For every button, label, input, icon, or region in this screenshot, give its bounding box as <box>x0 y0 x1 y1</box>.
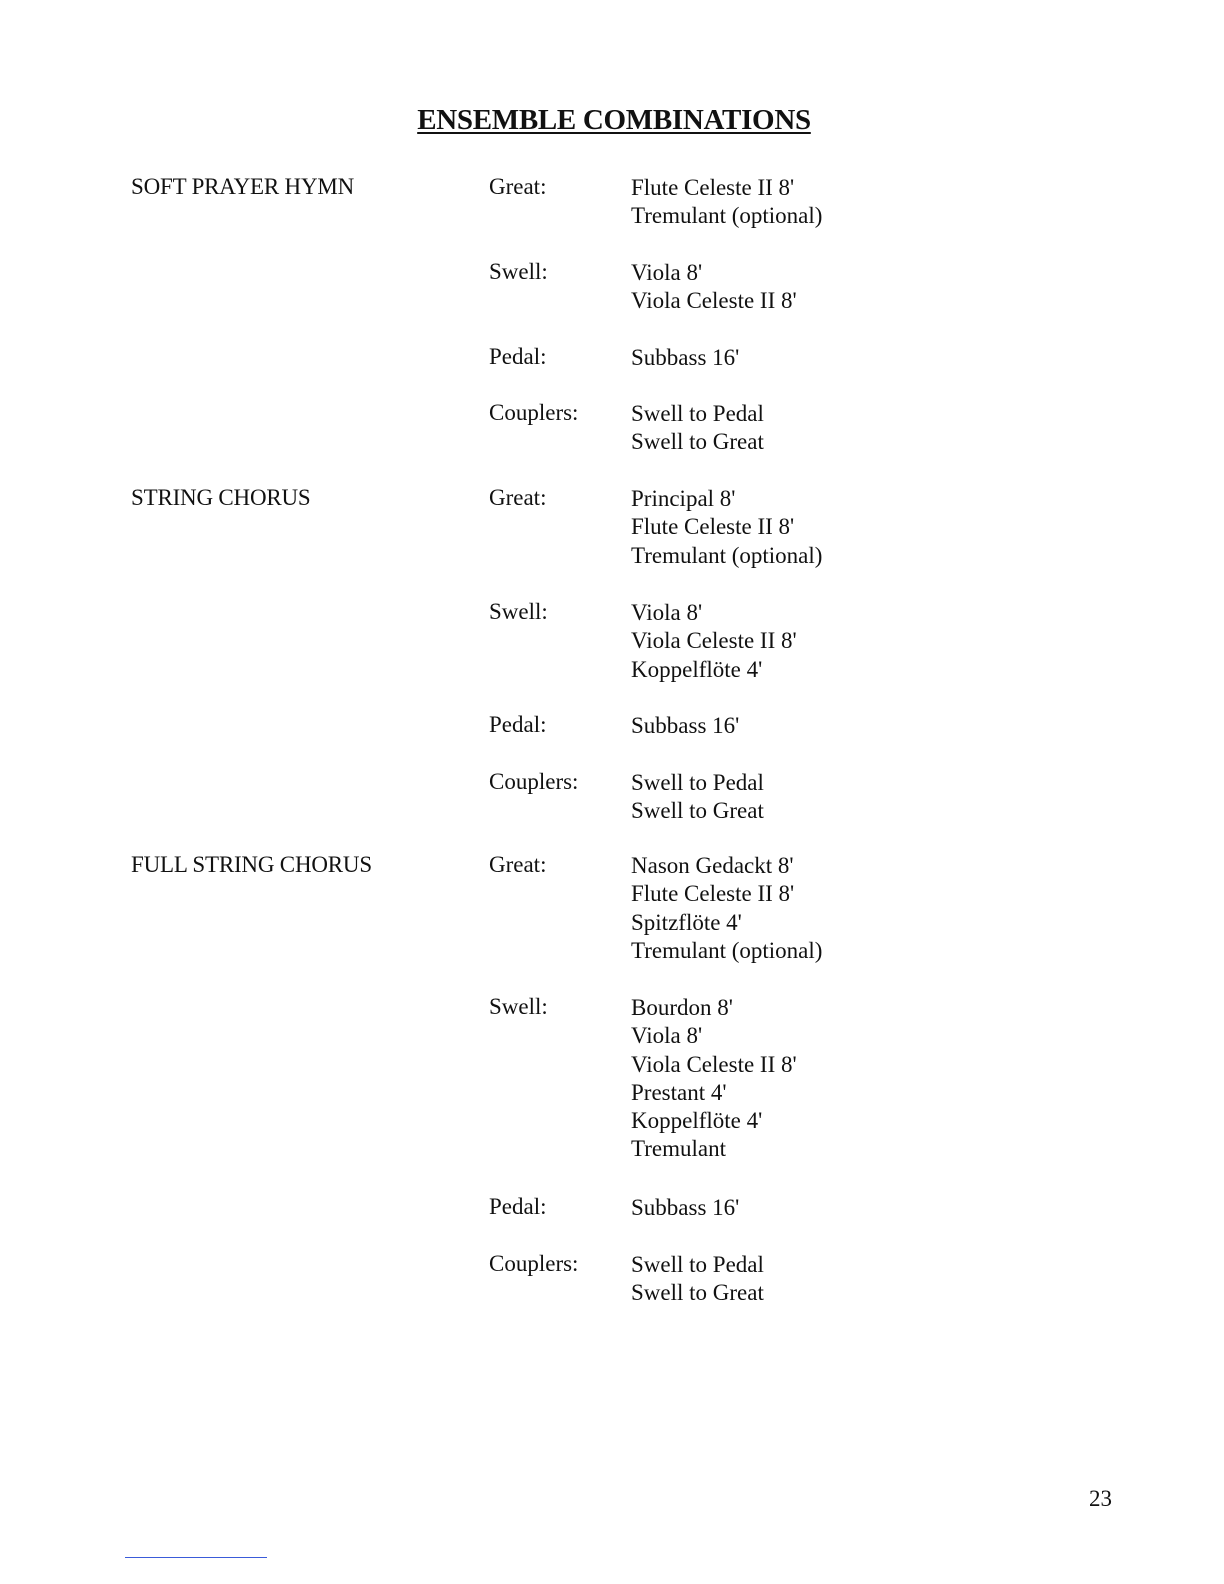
division-label: Great: <box>489 174 547 199</box>
division-label: Great: <box>489 485 547 510</box>
stop-list <box>631 1194 739 1222</box>
stop-list <box>631 259 797 316</box>
division-label: Great: <box>489 852 547 877</box>
stop-list <box>631 712 739 740</box>
stop-item: Flute Celeste II 8' <box>631 175 795 200</box>
combination-name: SOFT PRAYER HYMN <box>131 174 355 199</box>
stop-list <box>631 174 822 231</box>
stop-item: Subbass 16' <box>631 345 740 370</box>
stop-item: Swell to Great <box>631 429 764 455</box>
stop-item: Subbass 16' <box>631 1195 740 1220</box>
stop-item: Spitzflöte 4' <box>631 909 742 935</box>
division-label: Pedal: <box>489 344 547 369</box>
division-label: Swell: <box>489 259 548 284</box>
division-label: Couplers: <box>489 1251 579 1276</box>
stop-item: Tremulant (optional) <box>631 937 823 963</box>
division-label: Pedal: <box>489 712 547 737</box>
page-title: ENSEMBLE COMBINATIONS <box>417 104 811 136</box>
stop-list <box>631 344 739 372</box>
combination-name: FULL STRING CHORUS <box>131 852 372 877</box>
stop-item: Tremulant <box>631 1136 726 1162</box>
stop-item: Swell to Pedal <box>631 401 764 426</box>
division-label: Couplers: <box>489 769 579 794</box>
stop-item: Viola 8' <box>631 600 703 625</box>
stop-item: Nason Gedackt 8' <box>631 853 794 878</box>
division-label: Couplers: <box>489 400 579 425</box>
stop-item: Prestant 4' <box>631 1079 727 1105</box>
stop-item: Viola 8' <box>631 1023 703 1049</box>
division-label: Swell: <box>489 994 548 1019</box>
stop-item: Principal 8' <box>631 486 736 511</box>
stop-list <box>631 769 764 826</box>
stop-item: Viola Celeste II 8' <box>631 1051 797 1077</box>
stop-item: Bourdon 8' <box>631 995 733 1020</box>
stop-list <box>631 485 822 570</box>
stop-item: Tremulant (optional) <box>631 542 823 568</box>
stop-item: Swell to Pedal <box>631 1252 764 1277</box>
stop-item: Swell to Great <box>631 1280 764 1306</box>
stop-item: Flute Celeste II 8' <box>631 514 795 540</box>
stop-list <box>631 400 764 457</box>
stop-item: Swell to Great <box>631 798 764 824</box>
stop-item: Koppelflöte 4' <box>631 1108 763 1134</box>
stop-item: Swell to Pedal <box>631 770 764 795</box>
stop-list <box>631 1251 764 1308</box>
division-label: Swell: <box>489 599 548 624</box>
stop-item: Subbass 16' <box>631 713 740 738</box>
stop-item: Tremulant (optional) <box>631 203 823 229</box>
stop-item: Koppelflöte 4' <box>631 656 763 682</box>
stop-item: Viola Celeste II 8' <box>631 288 797 314</box>
stop-list <box>631 599 797 684</box>
stop-item: Viola 8' <box>631 260 703 285</box>
division-label: Pedal: <box>489 1194 547 1219</box>
stop-list <box>631 852 822 965</box>
stop-item: Flute Celeste II 8' <box>631 881 795 907</box>
page-number: 23 <box>1089 1486 1112 1511</box>
stop-item: Viola Celeste II 8' <box>631 628 797 654</box>
combination-name: STRING CHORUS <box>131 485 311 510</box>
footer-rule <box>125 1557 267 1558</box>
stop-list <box>631 994 797 1164</box>
